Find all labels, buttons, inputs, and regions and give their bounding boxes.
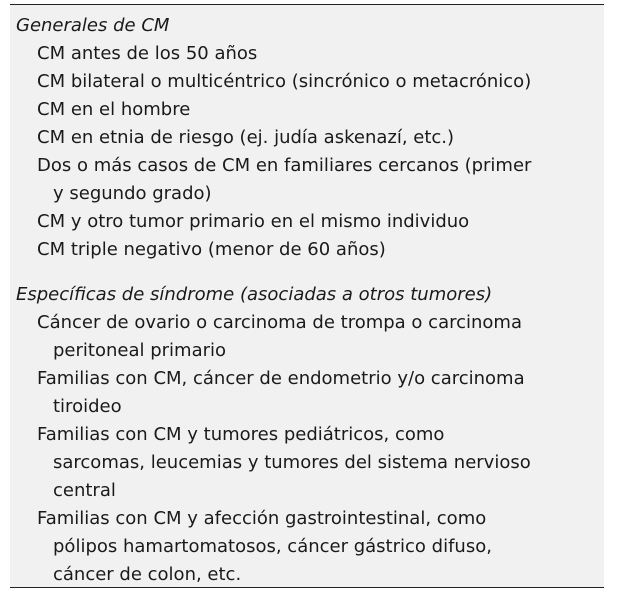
- list-item: [16, 365, 604, 421]
- item-line: CM antes de los 50 años: [37, 43, 258, 64]
- item-line: CM triple negativo (menor de 60 años): [37, 239, 386, 260]
- item-line-continuation: tiroideo: [53, 396, 122, 417]
- section-general-criteria: [16, 12, 604, 264]
- list-item: [16, 152, 604, 208]
- item-line: CM en etnia de riesgo (ej. judía askenazí, etc.): [37, 127, 455, 148]
- section-heading: Específicas de síndrome (asociadas a otros tumores): [16, 284, 493, 305]
- item-line-continuation: central: [53, 480, 116, 501]
- item-line: Dos o más casos de CM en familiares cercanos (primer: [37, 155, 532, 176]
- item-line-continuation: peritoneal primario: [53, 340, 227, 361]
- criteria-table: [10, 4, 604, 588]
- list-item: [16, 124, 604, 152]
- item-line: Familias con CM y afección gastrointestinal, como: [37, 508, 487, 529]
- item-line: CM bilateral o multicéntrico (sincrónico o metacrónico): [37, 71, 532, 92]
- item-line: Cáncer de ovario o carcinoma de trompa o carcinoma: [37, 312, 522, 333]
- section-syndrome-specific-criteria: [16, 281, 604, 589]
- section-heading: Generales de CM: [16, 15, 170, 36]
- item-line-continuation: pólipos hamartomatosos, cáncer gástrico difuso,: [53, 536, 492, 557]
- item-line-continuation: sarcomas, leucemias y tumores del sistema nervioso: [53, 452, 531, 473]
- list-item: [16, 236, 604, 264]
- item-line: CM en el hombre: [37, 99, 191, 120]
- item-line: Familias con CM y tumores pediátricos, como: [37, 424, 445, 445]
- list-item: [16, 309, 604, 365]
- list-item: [16, 68, 604, 96]
- list-item: [16, 421, 604, 505]
- item-line-continuation: cáncer de colon, etc.: [53, 564, 242, 585]
- list-item: [16, 40, 604, 68]
- item-line: CM y otro tumor primario en el mismo individuo: [37, 211, 470, 232]
- list-item: [16, 505, 604, 589]
- list-item: [16, 208, 604, 236]
- item-line-continuation: y segundo grado): [53, 183, 212, 204]
- list-item: [16, 96, 604, 124]
- item-line: Familias con CM, cáncer de endometrio y/o carcinoma: [37, 368, 525, 389]
